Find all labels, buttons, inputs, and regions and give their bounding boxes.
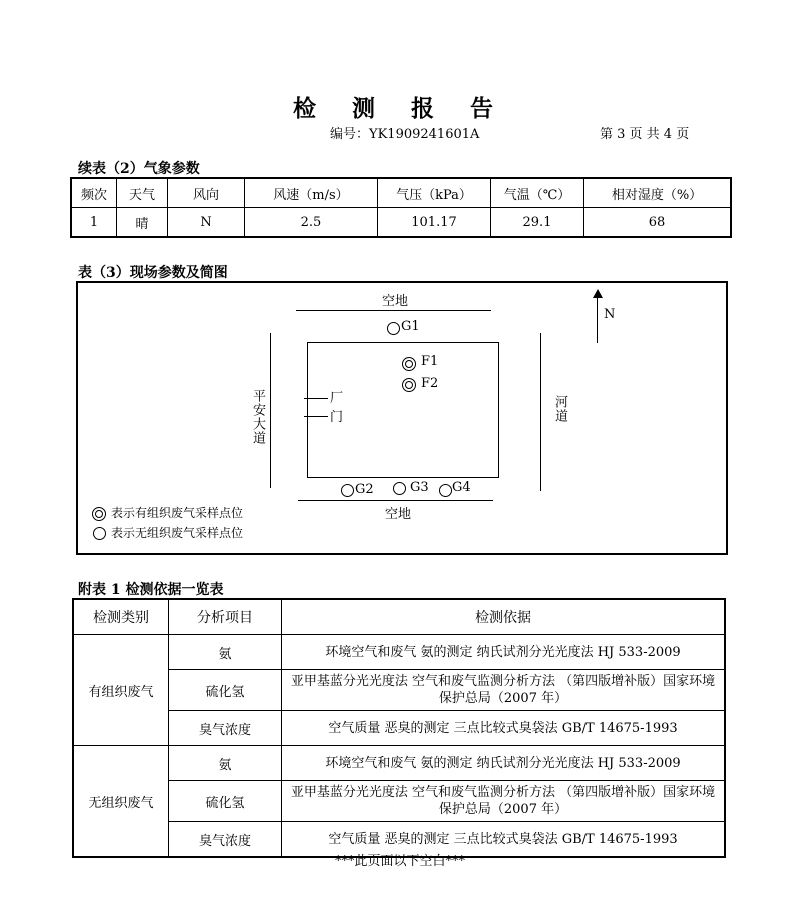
cell: 68 — [584, 208, 732, 238]
gate-label: 门 — [330, 410, 344, 425]
table-row — [73, 635, 725, 670]
point-label-f2: F2 — [421, 376, 439, 391]
gate-line — [304, 398, 328, 399]
north-label: N — [604, 307, 616, 322]
north-arrow-icon — [597, 293, 598, 343]
table-row — [73, 746, 725, 781]
north-arrowhead-icon — [593, 289, 603, 298]
category-cell: 有组织废气 — [73, 635, 169, 746]
cell: 1 — [71, 208, 117, 238]
top-boundary-line — [296, 310, 491, 311]
road-line — [270, 333, 271, 488]
point-label-g2: G2 — [355, 482, 374, 497]
sampling-point-unorganized-icon — [387, 322, 400, 335]
point-label-g4: G4 — [452, 480, 471, 495]
report-title: 检 测 报 告 — [292, 95, 508, 122]
legend-unorganized-icon — [93, 527, 106, 540]
table-row — [73, 711, 725, 746]
header-cell: 分析项目 — [169, 599, 282, 635]
site-caption: 表（3）现场参数及简图 — [78, 265, 228, 281]
header-cell: 频次 — [71, 178, 117, 208]
method-cell: 空气质量 恶臭的测定 三点比较式臭袋法 GB/T 14675-1993 — [282, 711, 726, 746]
basis-table — [72, 598, 726, 858]
header-cell: 检测依据 — [282, 599, 726, 635]
point-label-g3: G3 — [410, 480, 429, 495]
method-cell: 空气质量 恶臭的测定 三点比较式臭袋法 GB/T 14675-1993 — [282, 822, 726, 858]
header-cell: 相对湿度（%） — [584, 178, 732, 208]
legend-organized-icon — [92, 507, 106, 521]
table-header-row — [71, 178, 731, 208]
sampling-point-organized-icon — [402, 357, 416, 371]
point-label-f1: F1 — [421, 354, 439, 369]
river-label: 河道 — [552, 395, 567, 423]
site-sketch — [76, 281, 728, 555]
legend-organized-label: 表示有组织废气采样点位 — [111, 506, 244, 520]
top-open-land-label: 空地 — [382, 294, 409, 309]
header-cell: 风向 — [168, 178, 245, 208]
river-line — [540, 333, 541, 491]
cell: 晴 — [117, 208, 168, 238]
sampling-point-unorganized-icon — [341, 484, 354, 497]
cell: 101.17 — [378, 208, 491, 238]
table-row — [73, 670, 725, 711]
item-cell: 氨 — [169, 635, 282, 670]
gate-line — [304, 416, 328, 417]
item-cell: 臭气浓度 — [169, 822, 282, 858]
method-cell: 亚甲基蓝分光光度法 空气和废气监测分析方法 （第四版增补版）国家环境保护总局（2007 年） — [282, 781, 726, 822]
cell: 29.1 — [491, 208, 584, 238]
point-label-g1: G1 — [401, 319, 420, 334]
weather-caption: 续表（2）气象参数 — [78, 161, 200, 177]
report-number: 编号：YK1909241601A — [330, 127, 480, 142]
sampling-point-organized-icon — [402, 378, 416, 392]
gate-label: 厂 — [330, 391, 344, 406]
header-cell: 天气 — [117, 178, 168, 208]
sampling-point-unorganized-icon — [393, 482, 406, 495]
header-cell: 风速（m/s） — [245, 178, 378, 208]
cell: N — [168, 208, 245, 238]
table-row — [71, 208, 731, 238]
legend-unorganized-label: 表示无组织废气采样点位 — [111, 526, 244, 540]
method-cell: 环境空气和废气 氨的测定 纳氏试剂分光光度法 HJ 533-2009 — [282, 746, 726, 781]
method-cell: 亚甲基蓝分光光度法 空气和废气监测分析方法 （第四版增补版）国家环境保护总局（2007 年） — [282, 670, 726, 711]
method-cell: 环境空气和废气 氨的测定 纳氏试剂分光光度法 HJ 533-2009 — [282, 635, 726, 670]
bottom-open-land-label: 空地 — [385, 507, 412, 522]
weather-table — [70, 177, 732, 238]
category-cell: 无组织废气 — [73, 746, 169, 858]
item-cell: 硫化氢 — [169, 781, 282, 822]
item-cell: 硫化氢 — [169, 670, 282, 711]
table-header-row — [73, 599, 725, 635]
page-info: 第 3 页 共 4 页 — [600, 127, 690, 142]
table-row — [73, 781, 725, 822]
basis-caption: 附表 1 检测依据一览表 — [78, 582, 224, 598]
blank-page-note: ***此页面以下空白*** — [334, 854, 465, 869]
sampling-point-unorganized-icon — [439, 484, 452, 497]
item-cell: 氨 — [169, 746, 282, 781]
bottom-boundary-line — [298, 500, 493, 501]
road-label: 平安大道 — [250, 389, 265, 445]
cell: 2.5 — [245, 208, 378, 238]
header-cell: 检测类别 — [73, 599, 169, 635]
header-cell: 气温（℃） — [491, 178, 584, 208]
item-cell: 臭气浓度 — [169, 711, 282, 746]
header-cell: 气压（kPa） — [378, 178, 491, 208]
